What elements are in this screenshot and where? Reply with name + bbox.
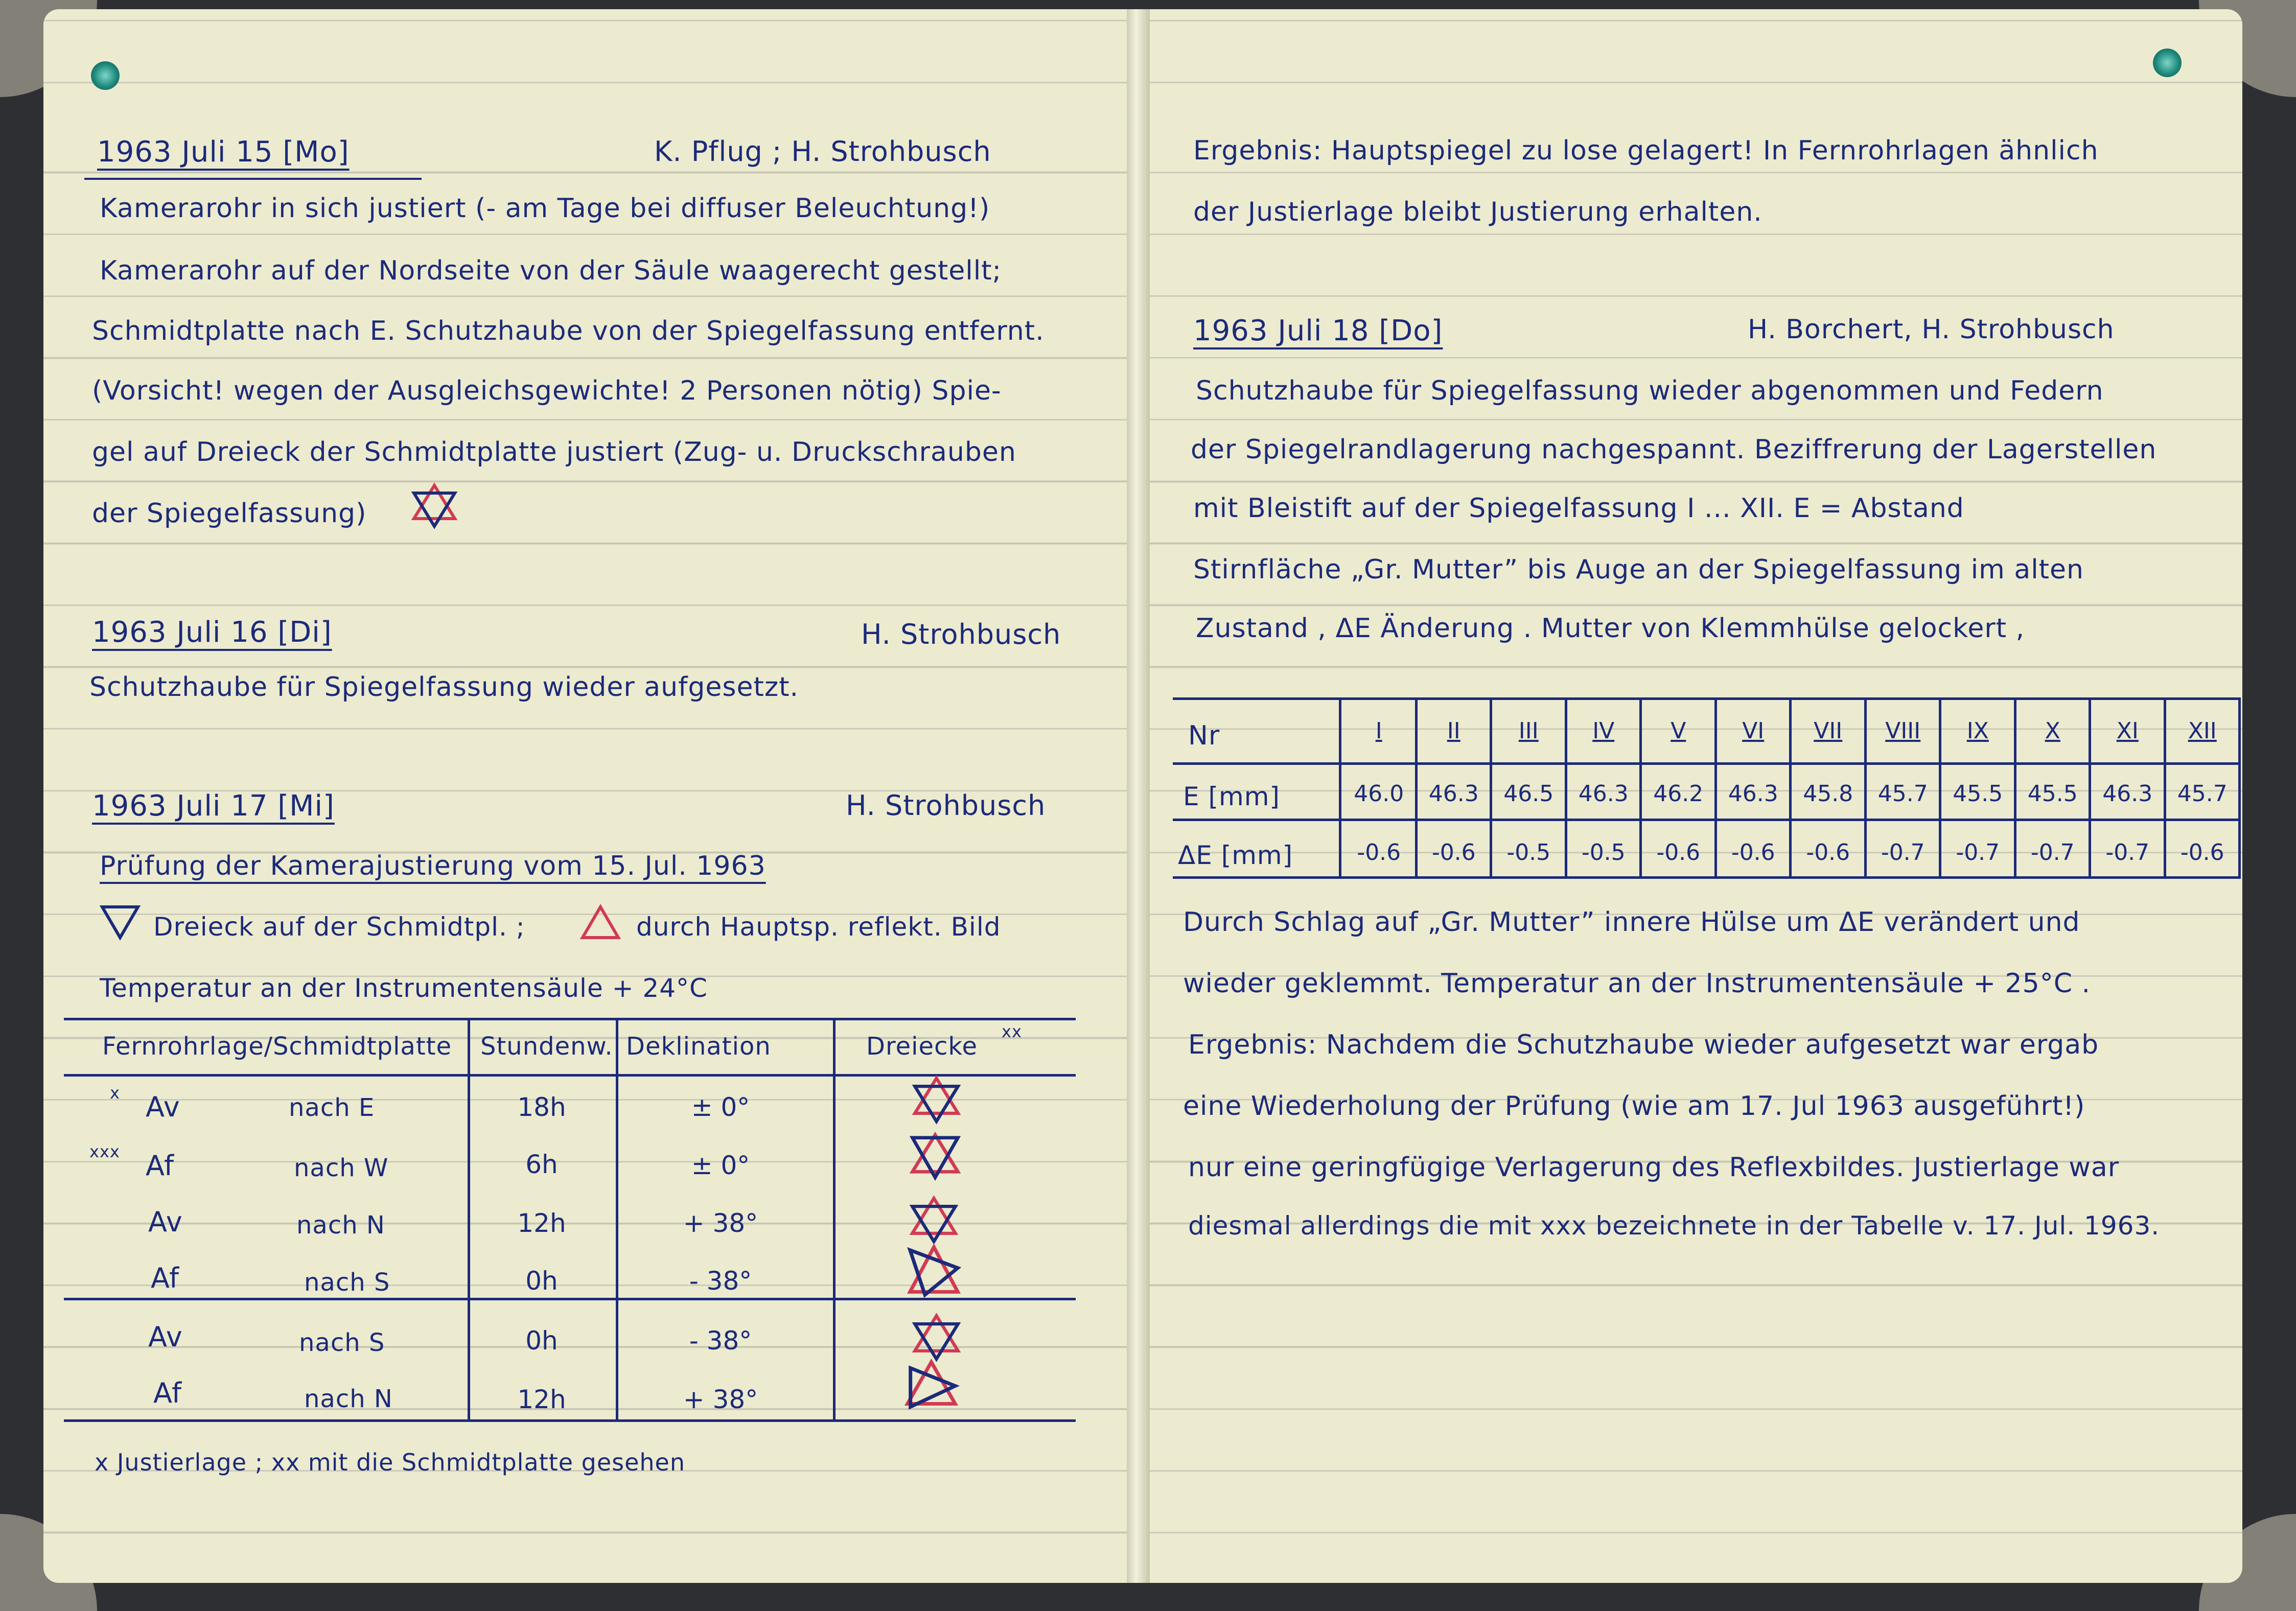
column-header: VI [1742, 718, 1765, 744]
row-declination: ± 0° [691, 1151, 750, 1180]
column-header: I [1375, 718, 1382, 744]
temperature-note: Temperatur an der Instrumentensäule + 24°C [100, 973, 708, 1003]
row-direction: nach N [304, 1385, 393, 1413]
table-cell: -0.6 [2180, 839, 2224, 866]
row-hour: 0h [525, 1266, 558, 1296]
footnote-mark: xx [1002, 1022, 1022, 1041]
table-rule [1173, 876, 2241, 879]
date-double-rule [84, 178, 422, 180]
row-lage: Af [146, 1150, 175, 1182]
triangle-sketch-icon [907, 1244, 961, 1298]
table-cell: -0.6 [1656, 839, 1701, 866]
table-cell: 46.5 [1503, 781, 1554, 807]
entry-date: 1963 Juli 17 [Mi] [92, 789, 335, 823]
column-header: XII [2188, 718, 2217, 744]
table-cell: 45.7 [1877, 781, 1928, 807]
table-rule [468, 1018, 470, 1419]
row-hour: 0h [525, 1326, 558, 1356]
row-declination: + 38° [683, 1208, 758, 1238]
row-direction: nach S [299, 1328, 385, 1357]
table-cell: 45.7 [2177, 781, 2228, 807]
text-line: Zustand , ΔE Änderung . Mutter von Klemmhülse gelockert , [1196, 613, 2025, 644]
table-cell: -0.5 [1506, 839, 1551, 866]
row-lage: Av [146, 1091, 180, 1123]
binder-hole-left [91, 61, 120, 90]
column-header: IV [1592, 718, 1615, 744]
row-lage: Af [151, 1262, 180, 1294]
text-line: Kamerarohr auf der Nordseite von der Säule waagerecht gestellt; [100, 255, 1002, 286]
column-header: Fernrohrlage/Schmidtplatte [102, 1032, 452, 1061]
table-rule [1173, 819, 2241, 821]
text-line: mit Bleistift auf der Spiegelfassung I ... XII. E = Abstand [1193, 493, 1964, 524]
text-line: Ergebnis: Nachdem die Schutzhaube wieder aufgesetzt war ergab [1188, 1030, 2099, 1060]
table-rule [64, 1018, 1076, 1020]
text-line: der Justierlage bleibt Justierung erhalten. [1193, 197, 1762, 227]
text-line: nur eine geringfügige Verlagerung des Reflexbildes. Justierlage war [1188, 1152, 2120, 1183]
triangle-sketch-icon [912, 1313, 961, 1362]
row-label: Nr [1188, 720, 1220, 751]
table-cell: 45.5 [2027, 781, 2078, 807]
column-header: IX [1966, 718, 1989, 744]
binder-hole-right [2153, 49, 2182, 77]
table-rule [64, 1419, 1076, 1422]
text-line: Schmidtplatte nach E. Schutzhaube von der Spiegelfassung entfernt. [92, 316, 1045, 346]
text-line: (Vorsicht! wegen der Ausgleichsgewichte! 2 Personen nötig) Spie- [92, 376, 1002, 406]
row-hour: 12h [517, 1208, 566, 1238]
page-gutter [1127, 9, 1150, 1583]
triangle-sketch-icon [905, 1359, 958, 1413]
text-line: der Spiegelrandlagerung nachgespannt. Beziffrerung der Lagerstellen [1191, 434, 2157, 465]
column-header: VIII [1885, 718, 1921, 744]
column-header: X [2045, 718, 2060, 744]
text-line: Ergebnis: Hauptspiegel zu lose gelagert! In Fernrohrlagen ähnlich [1193, 135, 2099, 166]
legend-text: durch Hauptsp. reflekt. Bild [636, 912, 1001, 942]
text-line: diesmal allerdings die mit xxx bezeichnete in der Tabelle v. 17. Jul. 1963. [1188, 1211, 2160, 1241]
column-header: II [1447, 718, 1460, 744]
table-cell: 45.5 [1953, 781, 2003, 807]
row-lage: Av [148, 1321, 183, 1353]
entry-observers: K. Pflug ; H. Strohbusch [654, 135, 991, 168]
triangle-sketch-icon [910, 1129, 961, 1180]
column-header: Dreiecke [866, 1032, 978, 1061]
text-line: Kamerarohr in sich justiert (- am Tage bei diffuser Beleuchtung!) [100, 193, 990, 224]
text-line: der Spiegelfassung) [92, 498, 367, 529]
text-line: Durch Schlag auf „Gr. Mutter” innere Hülse um ΔE verändert und [1183, 907, 2080, 938]
table-cell: 46.3 [1578, 781, 1629, 807]
table-rule [64, 1298, 1076, 1300]
row-mark: x [110, 1083, 120, 1103]
table-cell: -0.6 [1431, 839, 1476, 866]
row-declination: ± 0° [691, 1092, 750, 1122]
entry-date: 1963 Juli 15 [Mo] [97, 135, 350, 169]
row-hour: 18h [517, 1092, 566, 1122]
entry-date: 1963 Juli 18 [Do] [1193, 314, 1443, 347]
table-cell: 46.3 [1728, 781, 1778, 807]
table-cell: -0.7 [2105, 839, 2150, 866]
triangle-up-icon [580, 904, 621, 940]
triangle-sketch-icon [910, 1196, 958, 1244]
text-line: eine Wiederholung der Prüfung (wie am 17. Jul 1963 ausgeführt!) [1183, 1091, 2085, 1122]
table-cell: 46.2 [1653, 781, 1704, 807]
table-rule [616, 1018, 618, 1419]
triangle-sketch-icon [912, 1076, 961, 1124]
hexagram-icon [411, 483, 457, 529]
table-cell: -0.6 [1806, 839, 1850, 866]
column-header: XI [2116, 718, 2139, 744]
entry-observers: H. Strohbusch [861, 618, 1061, 650]
row-hour: 6h [525, 1150, 558, 1179]
table-cell: -0.5 [1581, 839, 1626, 866]
entry-date: 1963 Juli 16 [Di] [92, 616, 332, 649]
row-label: ΔE [mm] [1178, 840, 1293, 870]
table-cell: -0.7 [2030, 839, 2075, 866]
entry-observers: H. Borchert, H. Strohbusch [1748, 314, 2115, 345]
text-line: gel auf Dreieck der Schmidtplatte justiert (Zug- u. Druckschrauben [92, 437, 1016, 468]
table-cell: 46.0 [1354, 781, 1404, 807]
table-cell: -0.6 [1731, 839, 1775, 866]
column-header: V [1671, 718, 1686, 744]
row-direction: nach W [294, 1154, 389, 1182]
table-rule [1173, 697, 2241, 700]
row-declination: - 38° [689, 1326, 752, 1356]
table-cell: -0.7 [1956, 839, 2000, 866]
table-cell: 46.3 [2102, 781, 2153, 807]
row-lage: Av [148, 1206, 183, 1238]
table-cell: 45.8 [1803, 781, 1853, 807]
text-line: Stirnfläche „Gr. Mutter” bis Auge an der Spiegelfassung im alten [1193, 554, 2084, 585]
table-cell: 46.3 [1428, 781, 1479, 807]
text-line: Schutzhaube für Spiegelfassung wieder aufgesetzt. [89, 672, 799, 703]
legend-text: Dreieck auf der Schmidtpl. ; [153, 912, 525, 942]
footnote: x Justierlage ; xx mit die Schmidtplatte gesehen [95, 1449, 685, 1476]
section-title: Prüfung der Kamerajustierung vom 15. Jul. 1963 [100, 851, 766, 881]
row-direction: nach E [289, 1093, 375, 1122]
triangle-down-icon [100, 904, 141, 940]
column-header: Stundenw. [480, 1032, 613, 1061]
row-direction: nach S [304, 1268, 390, 1297]
table-rule [833, 1018, 836, 1419]
column-header: Deklination [626, 1032, 771, 1061]
row-direction: nach N [296, 1211, 385, 1240]
row-hour: 12h [517, 1385, 566, 1414]
row-label: E [mm] [1183, 782, 1280, 811]
row-declination: - 38° [689, 1266, 752, 1296]
table-cell: -0.6 [1357, 839, 1401, 866]
entry-observers: H. Strohbusch [846, 789, 1046, 822]
text-line: Schutzhaube für Spiegelfassung wieder abgenommen und Federn [1196, 376, 2104, 406]
table-rule [1173, 762, 2241, 765]
text-line: wieder geklemmt. Temperatur an der Instrumentensäule + 25°C . [1183, 968, 2091, 999]
row-declination: + 38° [683, 1385, 758, 1414]
column-header: III [1518, 718, 1539, 744]
row-lage: Af [153, 1377, 182, 1409]
row-mark: xxx [89, 1142, 120, 1161]
table-cell: -0.7 [1881, 839, 1925, 866]
column-header: VII [1814, 718, 1843, 744]
